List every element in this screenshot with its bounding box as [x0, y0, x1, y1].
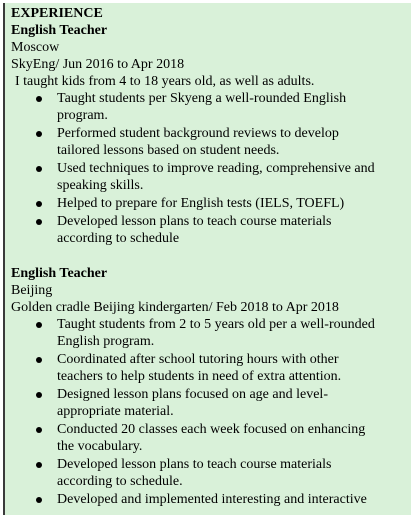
job-company-dates: SkyEng/ Jun 2016 to Apr 2018: [11, 57, 185, 72]
job-title: English Teacher: [11, 23, 108, 38]
section-title: EXPERIENCE: [11, 6, 103, 21]
resume-experience-panel: [3, 3, 411, 515]
experience-content: [5, 3, 411, 508]
bullet-item: Taught students from 2 to 5 years old per a well-rounded English program.: [33, 316, 375, 350]
job-company-dates: Golden cradle Beijing kindergarten/ Feb 2018 to Apr 2018: [11, 300, 339, 315]
bullet-item: Used techniques to improve reading, comprehensive and speaking skills.: [33, 160, 375, 194]
bullet-item: Taught students per Skyeng a well-rounded English program.: [33, 90, 375, 124]
job-entry: [11, 265, 411, 508]
job-entry: [11, 22, 411, 247]
job-summary: I taught kids from 4 to 18 years old, as well as adults.: [15, 74, 315, 89]
bullet-item: Performed student background reviews to develop tailored lessons based on student needs.: [33, 125, 375, 159]
bullet-item: Developed lesson plans to teach course materials according to schedule.: [33, 456, 375, 490]
job-location: Moscow: [11, 40, 60, 55]
bullet-item: Designed lesson plans focused on age and level-appropriate material.: [33, 386, 375, 420]
bullet-item: Conducted 20 classes each week focused on enhancing the vocabulary.: [33, 421, 375, 455]
bullet-item: Developed and implemented interesting and interactive: [33, 491, 375, 508]
job-title: English Teacher: [11, 266, 108, 281]
job-location: Beijing: [11, 283, 53, 298]
job-bullet-list: [11, 316, 411, 508]
job-bullet-list: [11, 90, 411, 247]
bullet-item: Developed lesson plans to teach course materials according to schedule: [33, 213, 375, 247]
bullet-item: Coordinated after school tutoring hours with other teachers to help students in need of extra attention.: [33, 351, 375, 385]
section-spacer: [11, 248, 411, 265]
bullet-item: Helped to prepare for English tests (IELS, TOEFL): [33, 195, 375, 212]
